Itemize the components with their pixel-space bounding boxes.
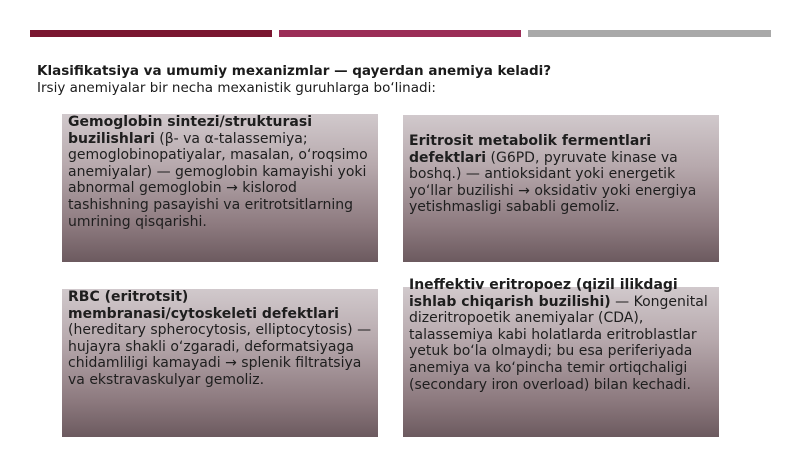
- accent-bar-left: [30, 30, 272, 37]
- ineffective-erythropoiesis-box: [403, 277, 719, 437]
- box-text: (G6PD, pyruvate kinase va boshq.) — antioksidant yoki energetik yo‘llar buzilishi → oksidativ yoki energiya yetishmasligi sababli gemoliz.: [409, 149, 697, 216]
- accent-bar-middle: [279, 30, 521, 37]
- enzyme-defects-box: [403, 115, 719, 262]
- box-title: Eritrosit metabolik fermentlari defektlari: [409, 133, 652, 166]
- membrane-defects-box: [62, 289, 378, 437]
- box-title: Gemoglobin sintezi/strukturasi buzilishlari: [68, 114, 312, 147]
- box-text: (hereditary spherocytosis, elliptocytosis) — hujayra shakli o‘zgaradi, deformatsiyaga chidamliligi kamayadi → splenik filtratsiya va ekstravaskulyar gemoliz.: [68, 322, 372, 388]
- slide-heading: Klasifikatsiya va umumiy mexanizmlar — qayerdan anemiya keladi?: [37, 63, 552, 79]
- accent-bar-right: [528, 30, 771, 37]
- box-text: — Kongenital dizeritropoetik anemiyalar (CDA), talassemiya kabi holatlarda eritroblastlar yetuk bo‘la olmaydi; bu esa periferiyada anemiya va ko‘pincha temir ortiqchaligi (secondary iron overload) bilan kechadi.: [409, 293, 708, 393]
- hemoglobin-disorders-box: [62, 114, 378, 262]
- box-title: Ineffektiv eritropoez (qizil ilikdagi ishlab chiqarish buzilishi): [409, 277, 678, 310]
- box-title: RBC (eritrotsit) membranasi/cytoskeleti defektlari: [68, 289, 339, 322]
- slide-subheading: Irsiy anemiyalar bir necha mexanistik guruhlarga bo‘linadi:: [37, 80, 436, 96]
- box-text: (β- va α-talassemiya; gemoglobinopatiyalar, masalan, o‘roqsimo anemiyalar) — gemoglobin kamayishi yoki abnormal gemoglobin → kislorod tashishning pasayishi va eritrotsitlarning umrining qisqarishi.: [68, 130, 368, 230]
